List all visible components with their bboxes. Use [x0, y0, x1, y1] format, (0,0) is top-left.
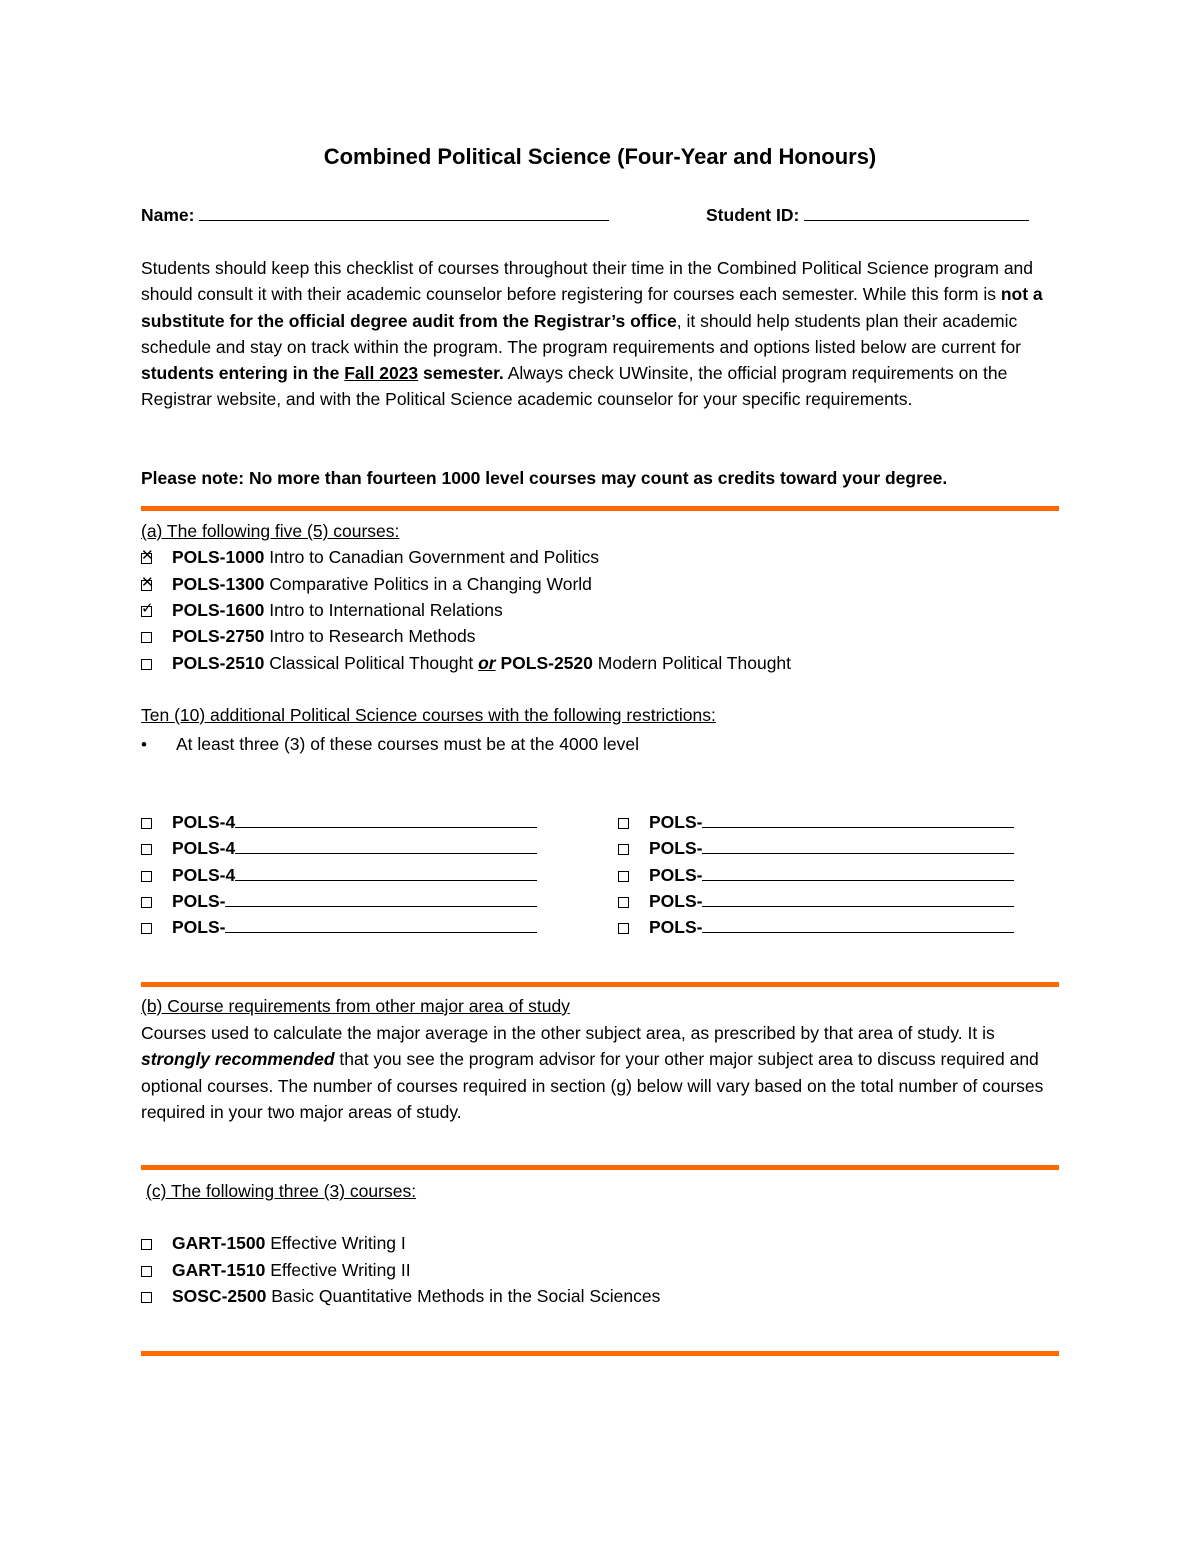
- bullet-icon: •: [141, 735, 147, 754]
- course-input-line[interactable]: [702, 888, 1014, 907]
- course-input-line[interactable]: [702, 835, 1014, 854]
- student-id-input-line[interactable]: [804, 202, 1029, 221]
- checkbox[interactable]: [141, 897, 152, 908]
- restriction-bullet: • At least three (3) of these courses must be at the 4000 level: [141, 731, 639, 758]
- course-input-line[interactable]: [702, 809, 1014, 828]
- section-divider: [141, 506, 1059, 511]
- checkbox-checked[interactable]: ✓: [141, 600, 154, 617]
- checkbox-checked[interactable]: ✕: [141, 547, 154, 564]
- section-b-heading: (b) Course requirements from other major area of study: [141, 996, 570, 1016]
- section-divider: [141, 1351, 1059, 1356]
- course-row: GART-1500 Effective Writing I: [141, 1230, 406, 1256]
- checkbox[interactable]: [618, 897, 629, 908]
- section-a-heading: (a) The following five (5) courses:: [141, 521, 400, 541]
- checkbox[interactable]: [618, 871, 629, 882]
- section-c-heading: (c) The following three (3) courses:: [146, 1181, 417, 1201]
- checkbox[interactable]: [141, 659, 152, 670]
- blank-course-row: POLS-: [618, 862, 1014, 888]
- note-text: Please note: No more than fourteen 1000 level courses may count as credits toward your degree.: [141, 468, 948, 488]
- section-b-paragraph: Courses used to calculate the major average in the other subject area, as prescribed by that area of study. It is strongly recommended that you see the program advisor for your other major subject area to discuss required and optional courses. The number of courses required in section (g) below will vary based on the total number of courses required in your two major areas of study.: [141, 1023, 1044, 1122]
- course-input-line[interactable]: [235, 835, 537, 854]
- checkbox[interactable]: [141, 844, 152, 855]
- blank-course-row: POLS-: [618, 914, 1014, 940]
- course-row: GART-1510 Effective Writing II: [141, 1257, 411, 1283]
- name-field-row: [141, 202, 609, 228]
- course-row: ✕ POLS-1300 Comparative Politics in a Changing World: [141, 574, 592, 594]
- checkbox[interactable]: [141, 818, 152, 829]
- checkbox[interactable]: [141, 871, 152, 882]
- course-choice-row: POLS-2510 Classical Political Thought or POLS-2520 Modern Political Thought: [141, 650, 791, 676]
- checkbox[interactable]: [141, 1266, 152, 1277]
- checkbox[interactable]: [141, 632, 152, 643]
- checkbox-checked[interactable]: ✕: [141, 574, 154, 591]
- checkbox[interactable]: [618, 844, 629, 855]
- course-input-line[interactable]: [702, 914, 1014, 933]
- checkbox[interactable]: [141, 1239, 152, 1250]
- checkbox[interactable]: [618, 818, 629, 829]
- course-input-line[interactable]: [702, 862, 1014, 881]
- blank-course-row: POLS-: [618, 835, 1014, 861]
- blank-course-row: POLS-4: [141, 809, 537, 835]
- checkbox[interactable]: [141, 923, 152, 934]
- blank-course-row: POLS-: [618, 888, 1014, 914]
- course-row: ✕ POLS-1000 Intro to Canadian Government and Politics: [141, 547, 600, 567]
- course-input-line[interactable]: [235, 862, 537, 881]
- course-input-line[interactable]: [225, 888, 537, 907]
- course-row: SOSC-2500 Basic Quantitative Methods in the Social Sciences: [141, 1283, 660, 1309]
- student-id-row: [706, 202, 1029, 228]
- blank-course-row: POLS-: [141, 888, 537, 914]
- blank-course-row: POLS-4: [141, 835, 537, 861]
- course-input-line[interactable]: [225, 914, 537, 933]
- name-label: Name:: [141, 205, 195, 225]
- page-title: Combined Political Science (Four-Year and Honours): [323, 144, 877, 169]
- course-row: ✓ POLS-1600 Intro to International Relations: [141, 600, 503, 620]
- blank-course-row: POLS-: [141, 914, 537, 940]
- blank-course-row: POLS-4: [141, 862, 537, 888]
- section-divider: [141, 982, 1059, 987]
- additional-courses-heading: Ten (10) additional Political Science courses with the following restrictions:: [141, 705, 716, 725]
- student-id-label: Student ID:: [706, 205, 800, 225]
- intro-paragraph: Students should keep this checklist of courses throughout their time in the Combined Political Science program and should consult it with their academic counselor before registering for courses each semester. While this form is not a substitute for the official degree audit from the Registrar’s office, it should help students plan their academic schedule and stay on track within the program. The program requirements and options listed below are current for students entering in the Fall 2023 semester. Always check UWinsite, the official program requirements on the Registrar website, and with the Political Science academic counselor for your specific requirements.: [141, 258, 1043, 410]
- blank-course-row: POLS-: [618, 809, 1014, 835]
- checkbox[interactable]: [618, 923, 629, 934]
- checkbox[interactable]: [141, 1292, 152, 1303]
- course-input-line[interactable]: [235, 809, 537, 828]
- name-input-line[interactable]: [199, 202, 609, 221]
- course-row: POLS-2750 Intro to Research Methods: [141, 623, 476, 649]
- section-divider: [141, 1165, 1059, 1170]
